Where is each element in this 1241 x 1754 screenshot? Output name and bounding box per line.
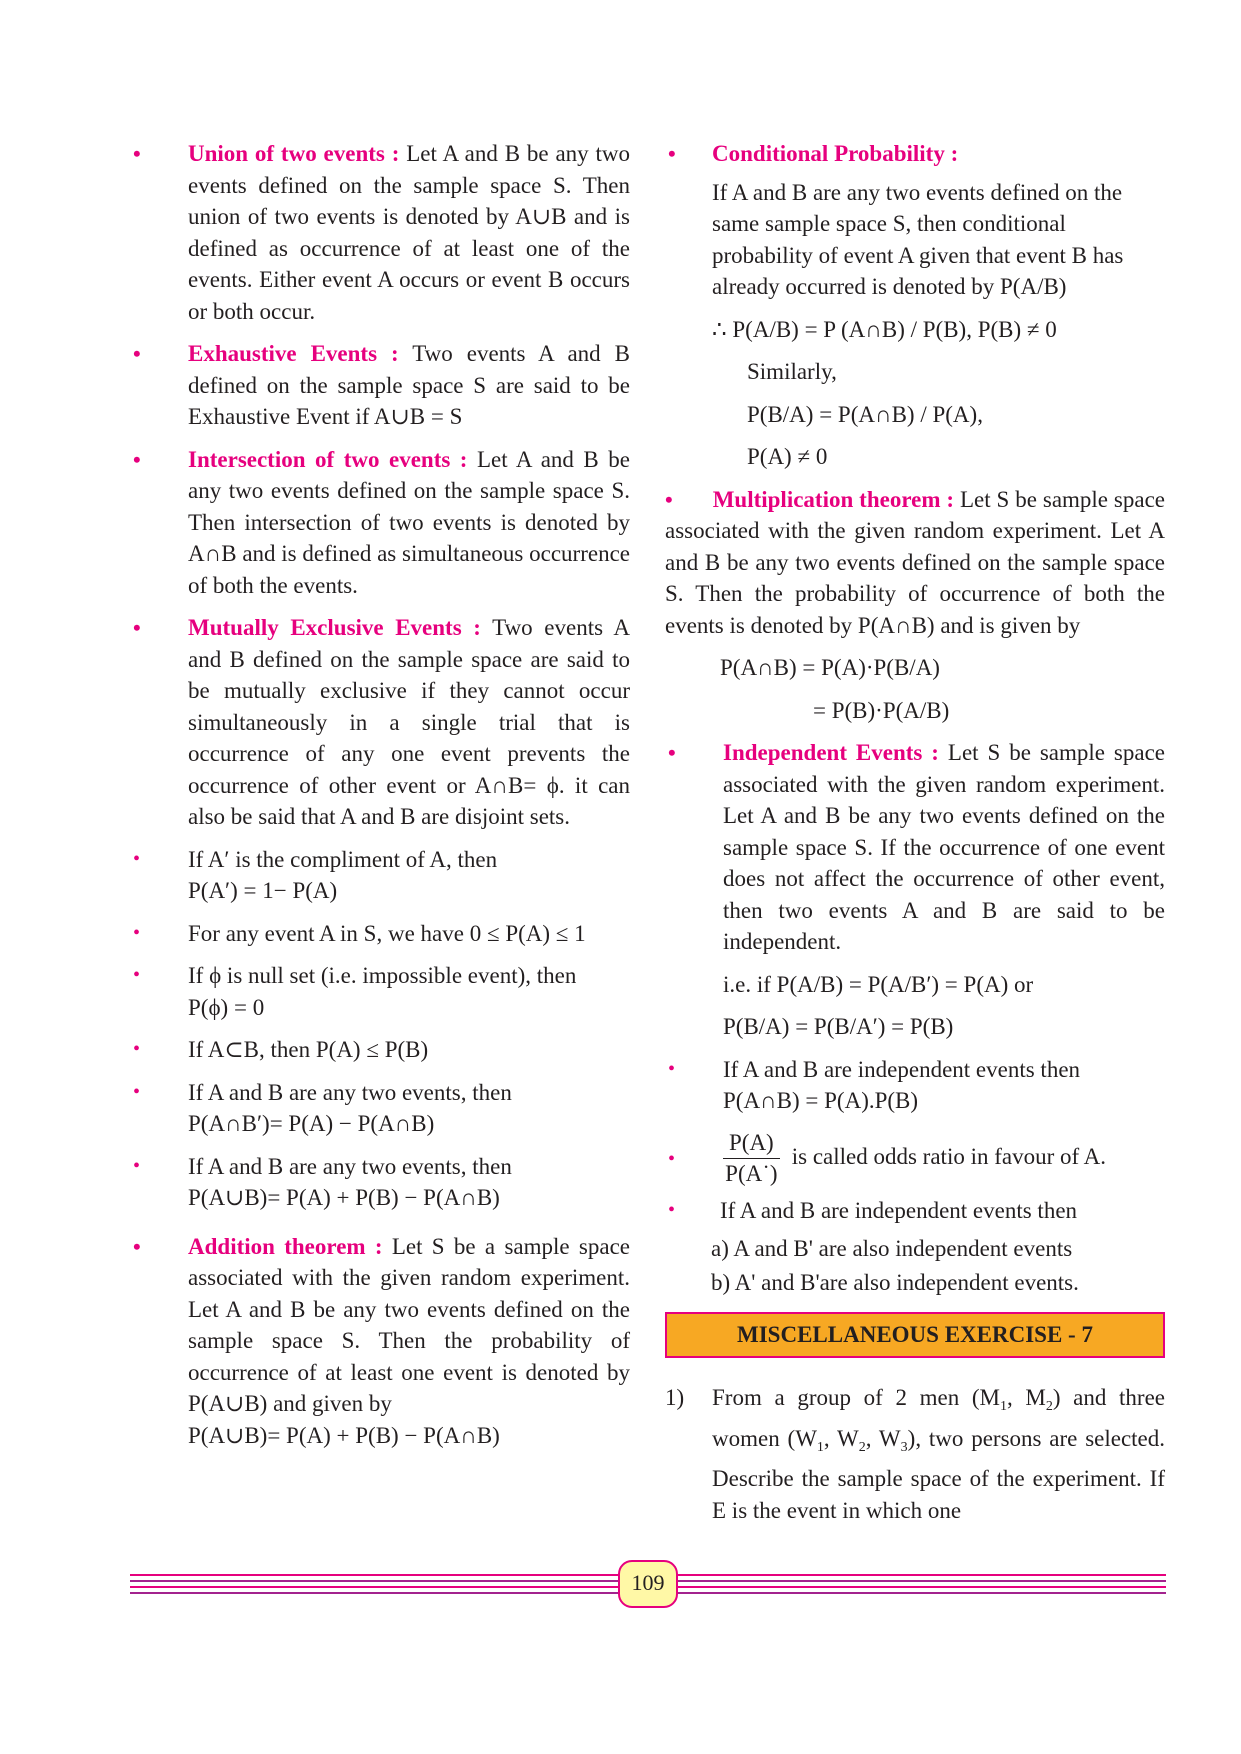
odds-fraction: [723, 1128, 780, 1189]
difference-line1: If A and B are any two events, then: [188, 1079, 512, 1105]
right-column: [665, 138, 1165, 1526]
bullet-icon: •: [133, 921, 141, 944]
multiplication-formula-2: = P(B)·P(A/B): [813, 697, 950, 723]
subscript: 3: [900, 1439, 908, 1455]
union-text: Let A and B be any two events defined on the sample space S. Then union of two events is denoted by A∪B and is defined as occurrence of at least one of the events. Either event A occurs or event B occurs or both occur.: [188, 141, 631, 324]
null-set-item: [130, 960, 630, 1023]
null-set-line2: P(ϕ) = 0: [188, 994, 265, 1020]
independent-product-line1: If A and B are independent events then: [723, 1056, 1081, 1082]
question-text-2: , M: [1007, 1385, 1046, 1410]
subset-text: If A⊂B, then P(A) ≤ P(B): [188, 1037, 429, 1062]
independent-formula-2: P(B/A) = P(B/A′) = P(B): [723, 1014, 954, 1039]
question-text-1: From a group of 2 men (M: [712, 1385, 1000, 1410]
multiplication-item: [665, 484, 1165, 727]
question-text-4: , W: [823, 1425, 859, 1451]
bullet-icon: •: [133, 1233, 141, 1259]
independent-item: [665, 737, 1165, 1043]
multiplication-term: Multiplication theorem :: [712, 486, 955, 512]
range-item: [130, 918, 630, 950]
intersection-text: Let A and B be any two events defined on the sample space S. Then intersection of two events is denoted by A∩B and is defined as simultaneous occurrence of both the events.: [188, 446, 630, 598]
page-footer: [130, 1566, 1166, 1600]
complement-item: [130, 844, 630, 907]
union-formula-line2: P(A∪B)= P(A) + P(B) − P(A∩B): [188, 1185, 500, 1210]
independent-text: Let S be sample space associated with the given random experiment. Let A and B be any two events defined on the sample space S. If the occurrence of one event does not affect the occurrence of other event, then two events A and B are said to be independent.: [723, 740, 1165, 954]
bullet-icon: •: [668, 1057, 676, 1080]
bullet-icon: •: [668, 141, 676, 166]
bullet-icon: •: [665, 486, 673, 512]
addition-item: [130, 1231, 630, 1452]
range-text: For any event A in S, we have 0 ≤ P(A) ≤ 1: [188, 920, 586, 946]
conditional-text: If A and B are any two events defined on the same sample space S, then conditional probability of event A given that event B has already occurred is denoted by P(A/B): [712, 179, 1124, 299]
odds-denominator: P(A˙): [725, 1160, 778, 1186]
union-term: Union of two events :: [188, 141, 400, 166]
union-formula-item: [130, 1151, 630, 1214]
question-text-5: , W: [865, 1425, 901, 1451]
union-item: [130, 138, 630, 327]
intersection-item: [130, 444, 630, 602]
conditional-formula-3: P(B/A) = P(A∩B) / P(A),: [747, 401, 983, 427]
odds-numerator: P(A): [723, 1128, 780, 1159]
addition-formula: P(A∪B)= P(A) + P(B) − P(A∩B): [188, 1422, 500, 1448]
subscript: 2: [1045, 1399, 1053, 1414]
independent-complements-a: a) A and B' are also independent events: [711, 1236, 1073, 1261]
exhaustive-text: Two events A and B defined on the sample space S are said to be Exhaustive Event if A∪B = S: [188, 341, 630, 429]
union-formula-line1: If A and B are any two events, then: [188, 1153, 512, 1179]
exhaustive-term: Exhaustive Events :: [188, 341, 399, 366]
question-text-6: ), two persons are selected. Describe the sample space of the experiment. If E is the event in which one: [712, 1425, 1166, 1523]
mutually-exclusive-term: Mutually Exclusive Events :: [188, 615, 481, 640]
question-number: 1): [665, 1385, 685, 1410]
independent-formula-1: i.e. if P(A/B) = P(A/B′) = P(A) or: [723, 971, 1034, 997]
bullet-icon: •: [133, 341, 141, 366]
addition-text: Let S be a sample space associated with the given random experiment. Let A and B be any two events defined on the sample space S. Then the probability of occurrence of at least one event is denoted by P(A∪B) and given by: [188, 1233, 630, 1416]
independent-complements-text: If A and B are independent events then: [720, 1197, 1078, 1223]
odds-text: is called odds ratio in favour of A.: [791, 1143, 1106, 1169]
addition-term: Addition theorem :: [188, 1233, 383, 1259]
independent-product-line2: P(A∩B) = P(A).P(B): [723, 1088, 919, 1113]
bullet-icon: •: [668, 740, 676, 765]
difference-item: [130, 1077, 630, 1140]
bullet-icon: •: [133, 1154, 141, 1177]
intersection-term: Intersection of two events :: [188, 446, 468, 472]
bullet-icon: •: [133, 847, 141, 870]
mutually-exclusive-item: [130, 612, 630, 833]
conditional-item: [665, 138, 1165, 473]
subscript: 1: [1000, 1399, 1007, 1414]
complement-line1: If A′ is the compliment of A, then: [188, 846, 498, 872]
mutually-exclusive-text: Two events A and B defined on the sample space are said to be mutually exclusive if they cannot occur simultaneously in a single trial that is occurrence of any one event prevents the occurrence of other event or A∩B= ϕ. it can also be said that A and B are disjoint sets.: [188, 615, 630, 829]
conditional-formula-4: P(A) ≠ 0: [747, 444, 828, 469]
bullet-icon: •: [133, 141, 141, 166]
subscript: 2: [858, 1439, 866, 1455]
subscript: 1: [816, 1439, 824, 1455]
bullet-icon: •: [133, 1038, 141, 1060]
bullet-icon: •: [133, 1080, 141, 1103]
conditional-term: Conditional Probability :: [712, 141, 959, 166]
question-text-3: ) and three women (W: [712, 1385, 1165, 1451]
bullet-icon: •: [668, 1147, 676, 1170]
multiplication-formula-1: P(A∩B) = P(A)·P(B/A): [720, 655, 940, 680]
multiplication-text: Let S be sample space associated with the given random experiment. Let A and B be any two events defined on the sample space S. Then the probability of occurrence of both the events is denoted by P(A∩B) and is given by: [665, 486, 1166, 638]
exercise-heading: MISCELLANEOUS EXERCISE - 7: [665, 1312, 1165, 1358]
bullet-icon: •: [668, 1198, 676, 1221]
independent-complements-b: b) A' and B'are also independent events.: [711, 1269, 1079, 1295]
independent-complements-item: [665, 1195, 1165, 1299]
exhaustive-item: [130, 338, 630, 433]
question-1: [665, 1382, 1165, 1526]
independent-term: Independent Events :: [723, 740, 939, 765]
bullet-icon: •: [133, 615, 141, 640]
conditional-formula-1: ∴ P(A/B) = P (A∩B) / P(B), P(B) ≠ 0: [712, 316, 1057, 342]
bullet-icon: •: [133, 446, 141, 472]
difference-line2: P(A∩B′)= P(A) − P(A∩B): [188, 1111, 435, 1136]
subset-item: [130, 1034, 630, 1066]
left-column: [130, 138, 630, 1462]
independent-product-item: [665, 1054, 1165, 1117]
conditional-formula-2: Similarly,: [747, 359, 837, 384]
page-number: 109: [618, 1560, 678, 1608]
bullet-icon: •: [133, 964, 141, 986]
odds-item: [665, 1128, 1165, 1189]
complement-line2: P(A′) = 1− P(A): [188, 878, 338, 903]
null-set-line1: If ϕ is null set (i.e. impossible event), then: [188, 963, 577, 988]
